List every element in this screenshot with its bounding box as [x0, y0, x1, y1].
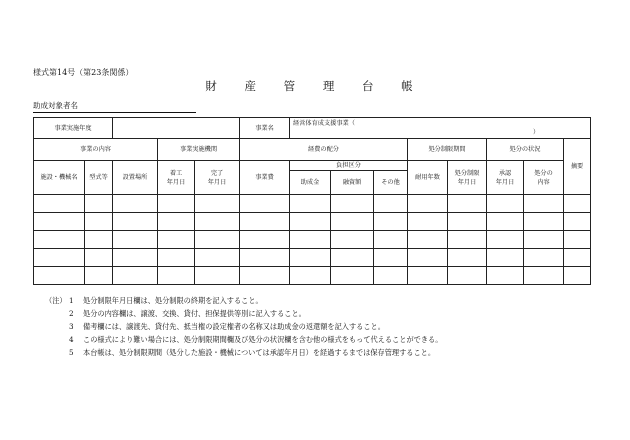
table-cell: [564, 231, 591, 249]
table-cell: [331, 231, 374, 249]
table-cell: [113, 195, 158, 213]
table-cell: [195, 195, 240, 213]
disposal-status-header: 処分の状況: [487, 139, 564, 161]
table-cell: [290, 231, 331, 249]
group-header-row: [34, 139, 591, 161]
table-cell: [85, 267, 113, 285]
burden-header-row: [34, 161, 591, 171]
table-cell: [158, 213, 195, 231]
col-useful-life: 耐用年数: [408, 161, 448, 195]
note-text: この様式により難い場合には、処分制限期間欄及び処分の状況欄を含む他の様式をもって代えることができる。: [83, 335, 443, 344]
table-cell: [290, 213, 331, 231]
table-cell: [158, 195, 195, 213]
col-approval-line2: 年月日: [495, 178, 515, 186]
col-type: 型式等: [85, 161, 113, 195]
burden-header: 負担区分: [290, 161, 408, 171]
table-cell: [195, 267, 240, 285]
form-number: 様式第14号（第23条関係）: [33, 68, 134, 77]
fiscal-year-label: 事業実施年度: [34, 118, 113, 139]
disposal-limit-header: 処分制限期間: [408, 139, 487, 161]
table-cell: [290, 195, 331, 213]
table-cell: [524, 231, 564, 249]
contents-header: 事業の内容: [34, 139, 158, 161]
table-cell: [113, 213, 158, 231]
col-limit-date: [448, 161, 487, 195]
note-text: 処分の内容欄は、譲渡、交換、貸付、担保提供等別に記入すること。: [83, 309, 306, 318]
table-cell: [34, 267, 85, 285]
note-item: [45, 294, 442, 307]
table-cell: [34, 231, 85, 249]
table-cell: [564, 249, 591, 267]
note-number: 3: [69, 322, 74, 331]
note-number: 4: [69, 335, 74, 344]
table-cell: [408, 195, 448, 213]
table-cell: [85, 213, 113, 231]
col-approval-line1: 承認: [498, 169, 512, 177]
col-subsidy: 助成金: [290, 171, 331, 195]
table-cell: [290, 267, 331, 285]
col-start-line1: 着工: [169, 169, 183, 177]
col-location: 設置場所: [113, 161, 158, 195]
note-text: 備考欄には、譲渡先、貸付先、抵当権の設定権者の名称又は助成金の返還額を記入すること。: [83, 322, 385, 331]
table-cell: [564, 195, 591, 213]
remarks-header: 摘要: [564, 139, 591, 195]
col-approval-date: [487, 161, 524, 195]
period-header: 事業実施機関: [158, 139, 240, 161]
table-cell: [448, 195, 487, 213]
col-project-cost: 事業費: [240, 161, 290, 195]
table-cell: [85, 249, 113, 267]
table-cell: [85, 231, 113, 249]
table-cell: [331, 249, 374, 267]
col-facility: 施設・機械名: [34, 161, 85, 195]
table-cell: [240, 195, 290, 213]
table-cell: [195, 231, 240, 249]
table-cell: [158, 249, 195, 267]
col-completion-date: [195, 161, 240, 195]
table-cell: [374, 267, 408, 285]
table-cell: [85, 195, 113, 213]
col-completion-line2: 年月日: [207, 178, 227, 186]
note-item: [45, 333, 442, 346]
table-cell: [195, 249, 240, 267]
page-title: 財 産 管 理 台 帳: [205, 79, 425, 93]
property-ledger-table: [33, 117, 591, 285]
fiscal-year-row: [34, 118, 591, 139]
table-cell: [113, 249, 158, 267]
table-cell: [331, 195, 374, 213]
note-item: [45, 307, 442, 320]
table-cell: [524, 249, 564, 267]
table-cell: [240, 249, 290, 267]
table-cell: [240, 213, 290, 231]
col-financing: 融資額: [331, 171, 374, 195]
table-cell: [487, 213, 524, 231]
table-cell: [448, 231, 487, 249]
table-cell: [524, 195, 564, 213]
table-cell: [487, 249, 524, 267]
note-item: [45, 320, 442, 333]
note-number: 1: [69, 296, 74, 305]
fiscal-year-value: [113, 118, 240, 139]
table-cell: [195, 213, 240, 231]
col-disposal-line1: 処分の: [534, 169, 553, 177]
table-cell: [290, 249, 331, 267]
col-start-line2: 年月日: [166, 178, 186, 186]
table-row: [34, 231, 591, 249]
table-cell: [487, 195, 524, 213]
table-cell: [331, 213, 374, 231]
table-cell: [564, 267, 591, 285]
table-cell: [331, 267, 374, 285]
table-cell: [113, 267, 158, 285]
table-row: [34, 195, 591, 213]
table-cell: [374, 195, 408, 213]
table-cell: [34, 213, 85, 231]
col-limit-line1: 処分制限: [454, 169, 480, 177]
table-row: [34, 249, 591, 267]
table-cell: [240, 231, 290, 249]
table-cell: [524, 267, 564, 285]
project-name-label: 事業名: [240, 118, 290, 139]
table-cell: [448, 213, 487, 231]
funding-header: 経費の配分: [240, 139, 408, 161]
col-other: その他: [374, 171, 408, 195]
table-cell: [113, 231, 158, 249]
table-cell: [487, 267, 524, 285]
table-row: [34, 213, 591, 231]
col-limit-line2: 年月日: [457, 178, 477, 186]
table-cell: [34, 249, 85, 267]
col-completion-line1: 完了: [210, 169, 224, 177]
project-name-close: ）: [533, 129, 540, 136]
project-name-value: [290, 118, 591, 139]
table-cell: [374, 249, 408, 267]
table-cell: [408, 213, 448, 231]
project-name-text: 経営体育成支援事業（: [293, 120, 355, 127]
table-cell: [408, 249, 448, 267]
notes-section: [45, 294, 442, 359]
table-cell: [448, 249, 487, 267]
col-disposal-line2: 内容: [537, 178, 550, 186]
table-cell: [448, 267, 487, 285]
note-item: [45, 346, 442, 359]
col-start-date: [158, 161, 195, 195]
table-cell: [374, 213, 408, 231]
col-disposal-content: [524, 161, 564, 195]
applicant-name-field: 助成対象者名: [33, 100, 196, 113]
table-cell: [34, 195, 85, 213]
table-cell: [158, 231, 195, 249]
blank-rows: [34, 195, 591, 285]
table-cell: [158, 267, 195, 285]
note-text: 処分制限年月日欄は、処分制限の終期を記入すること。: [83, 296, 263, 305]
table-cell: [374, 231, 408, 249]
table-cell: [408, 267, 448, 285]
table-cell: [487, 231, 524, 249]
table-cell: [564, 213, 591, 231]
notes-prefix: （注）: [45, 296, 67, 305]
table-cell: [408, 231, 448, 249]
note-number: 5: [69, 348, 74, 357]
table-row: [34, 267, 591, 285]
table-cell: [240, 267, 290, 285]
note-number: 2: [69, 309, 74, 318]
table-cell: [524, 213, 564, 231]
note-text: 本台帳は、処分制限期間（処分した施設・機械については承認年月日）を経過するまでは保存管理すること。: [83, 348, 436, 357]
